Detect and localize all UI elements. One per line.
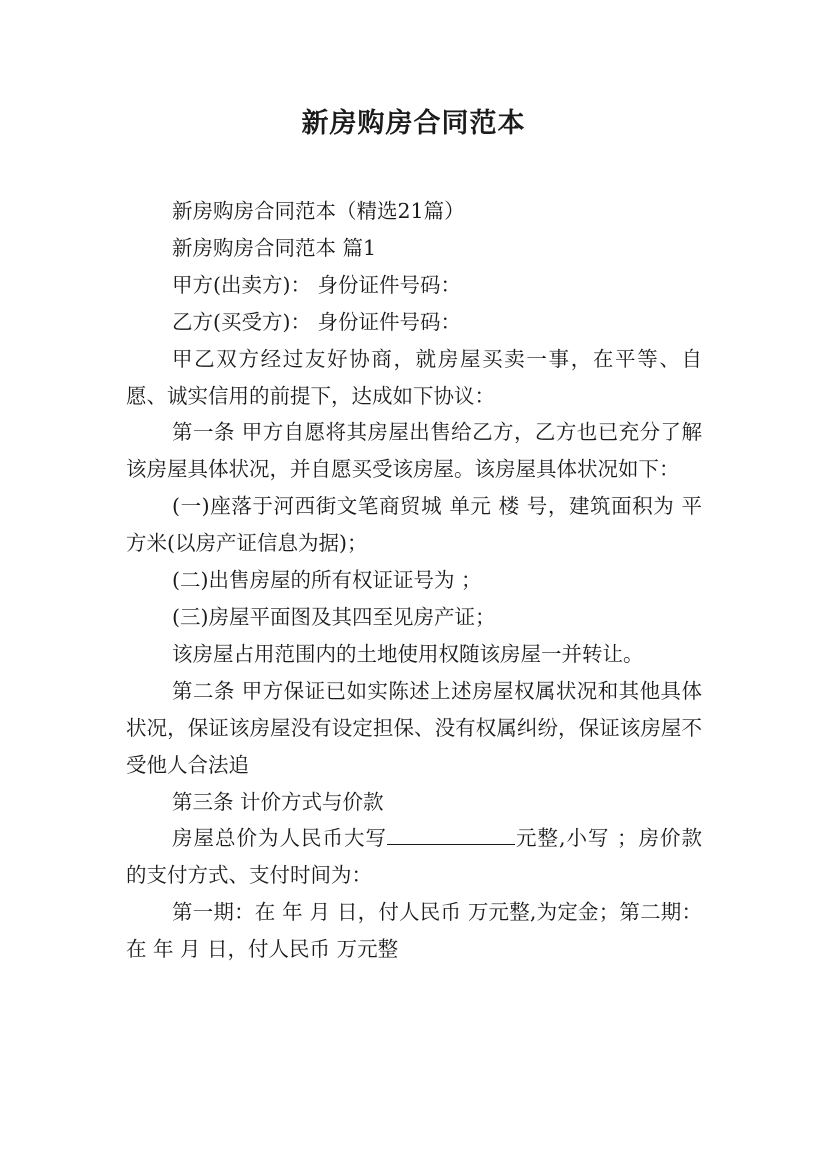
price-prefix-text: 房屋总价为人民币大写 [172, 826, 387, 851]
item-1-paragraph: (一)座落于河西街文笔商贸城 单元 楼 号，建筑面积为 平方米(以房产证信息为据)； [126, 494, 702, 556]
article-1-paragraph: 第一条 甲方自愿将其房屋出售给乙方，乙方也已充分了解该房屋具体状况，并自愿买受该房屋。该房屋具体状况如下： [126, 420, 702, 482]
price-blank-line [387, 823, 515, 846]
party-a-line: 甲方(出卖方)： 身份证件号码： [172, 272, 462, 297]
price-suffix-text: 元整,小写 ；房价款的支付方式、支付时间为： [126, 826, 702, 888]
land-use-paragraph: 该房屋占用范围内的土地使用权随该房屋一并转让。 [172, 641, 644, 666]
article-3-heading: 第三条 计价方式与价款 [172, 789, 384, 814]
party-b-line: 乙方(买受方)： 身份证件号码： [172, 309, 462, 334]
document-body [126, 193, 702, 968]
intro-paragraph: 甲乙双方经过友好协商，就房屋买卖一事，在平等、自愿、诚实信用的前提下，达成如下协议： [126, 346, 702, 408]
price-paragraph [126, 820, 702, 894]
chapter-heading: 新房购房合同范本 篇1 [172, 235, 377, 260]
document-title: 新房购房合同范本 [301, 108, 526, 139]
payment-paragraph: 第一期：在 年 月 日，付人民币 万元整,为定金；第二期：在 年 月 日，付人民币 万元整 [126, 900, 702, 962]
item-3-paragraph: (三)房屋平面图及其四至见房产证； [172, 604, 496, 629]
article-2-paragraph: 第二条 甲方保证已如实陈述上述房屋权属状况和其他具体状况，保证该房屋没有设定担保、没有权属纠纷，保证该房屋不受他人合法追 [126, 678, 702, 777]
item-2-paragraph: (二)出售房屋的所有权证证号为 ； [172, 568, 482, 593]
subtitle-paragraph: 新房购房合同范本（精选21篇） [172, 199, 465, 223]
